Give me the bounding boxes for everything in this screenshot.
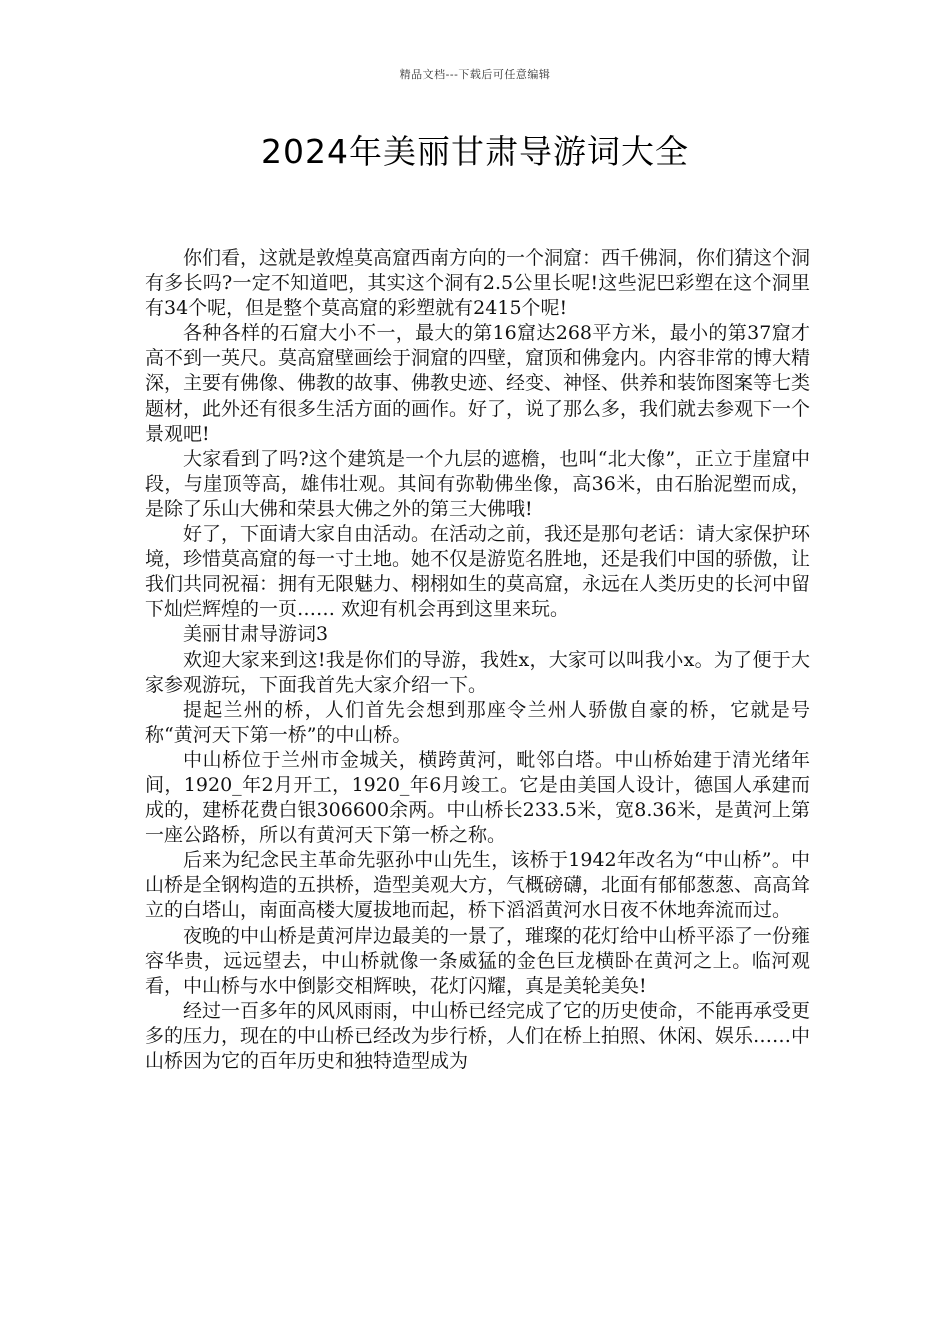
paragraph: 后来为纪念民主革命先驱孙中山先生，该桥于1942年改名为“中山桥”。中山桥是全钢构造的五拱桥，造型美观大方，气概磅礴，北面有郁郁葱葱、高高耸立的白塔山，南面高楼大厦拔地而起，桥下滔滔黄河水日夜不休地奔流而过。 — [145, 849, 811, 922]
document-body — [145, 246, 810, 1074]
document-title: 2024年美丽甘肃导游词大全 — [261, 132, 689, 171]
paragraph: 夜晚的中山桥是黄河岸边最美的一景了，璀璨的花灯给中山桥平添了一份雍容华贵，远远望去，中山桥就像一条威猛的金色巨龙横卧在黄河之上。临河观看，中山桥与水中倒影交相辉映，花灯闪耀，真是美轮美奂! — [145, 924, 811, 997]
paragraph: 经过一百多年的风风雨雨，中山桥已经完成了它的历史使命，不能再承受更多的压力，现在的中山桥已经改为步行桥，人们在桥上拍照、休闲、娱乐……中山桥因为它的百年历史和独特造型成为 — [145, 999, 811, 1072]
paragraph: 提起兰州的桥，人们首先会想到那座令兰州人骄傲自豪的桥，它就是号称“黄河天下第一桥”的中山桥。 — [145, 698, 810, 746]
paragraph: 各种各样的石窟大小不一，最大的第16窟达268平方米，最小的第37窟才高不到一英尺。莫高窟壁画绘于洞窟的四壁，窟顶和佛龛内。内容非常的博大精深，主要有佛像、佛教的故事、佛教史迹、经变、神怪、供养和装饰图案等七类题材，此外还有很多生活方面的画作。好了，说了那么多，我们就去参观下一个景观吧! — [145, 322, 811, 445]
paragraph: 欢迎大家来到这!我是你们的导游，我姓x，大家可以叫我小x。为了便于大家参观游玩，下面我首先大家介绍一下。 — [145, 648, 810, 696]
paragraph: 大家看到了吗?这个建筑是一个九层的遮檐，也叫“北大像”，正立于崖窟中段，与崖顶等高，雄伟壮观。其间有弥勒佛坐像，高36米，由石胎泥塑而成，是除了乐山大佛和荣县大佛之外的第三大佛哦! — [145, 447, 810, 520]
header-note: 精品文档---下载后可任意编辑 — [399, 68, 551, 81]
section-heading: 美丽甘肃导游词3 — [183, 623, 329, 646]
paragraph: 中山桥位于兰州市金城关，横跨黄河，毗邻白塔。中山桥始建于清光绪年间，1920_年2月开工，1920_年6月竣工。它是由美国人设计，德国人承建而成的，建桥花费白银306600余两。中山桥长233.5米，宽8.36米，是黄河上第一座公路桥，所以有黄河天下第一桥之称。 — [145, 748, 810, 847]
paragraph: 好了，下面请大家自由活动。在活动之前，我还是那句老话：请大家保护环境，珍惜莫高窟的每一寸土地。她不仅是游览名胜地，还是我们中国的骄傲，让我们共同祝福：拥有无限魅力、栩栩如生的莫高窟，永远在人类历史的长河中留下灿烂辉煌的一页…… 欢迎有机会再到这里来玩。 — [145, 523, 811, 621]
paragraph: 你们看，这就是敦煌莫高窟西南方向的一个洞窟：西千佛洞，你们猜这个洞有多长吗?一定不知道吧，其实这个洞有2.5公里长呢!这些泥巴彩塑在这个洞里有34个呢，但是整个莫高窟的彩塑就有2415个呢! — [145, 247, 811, 320]
